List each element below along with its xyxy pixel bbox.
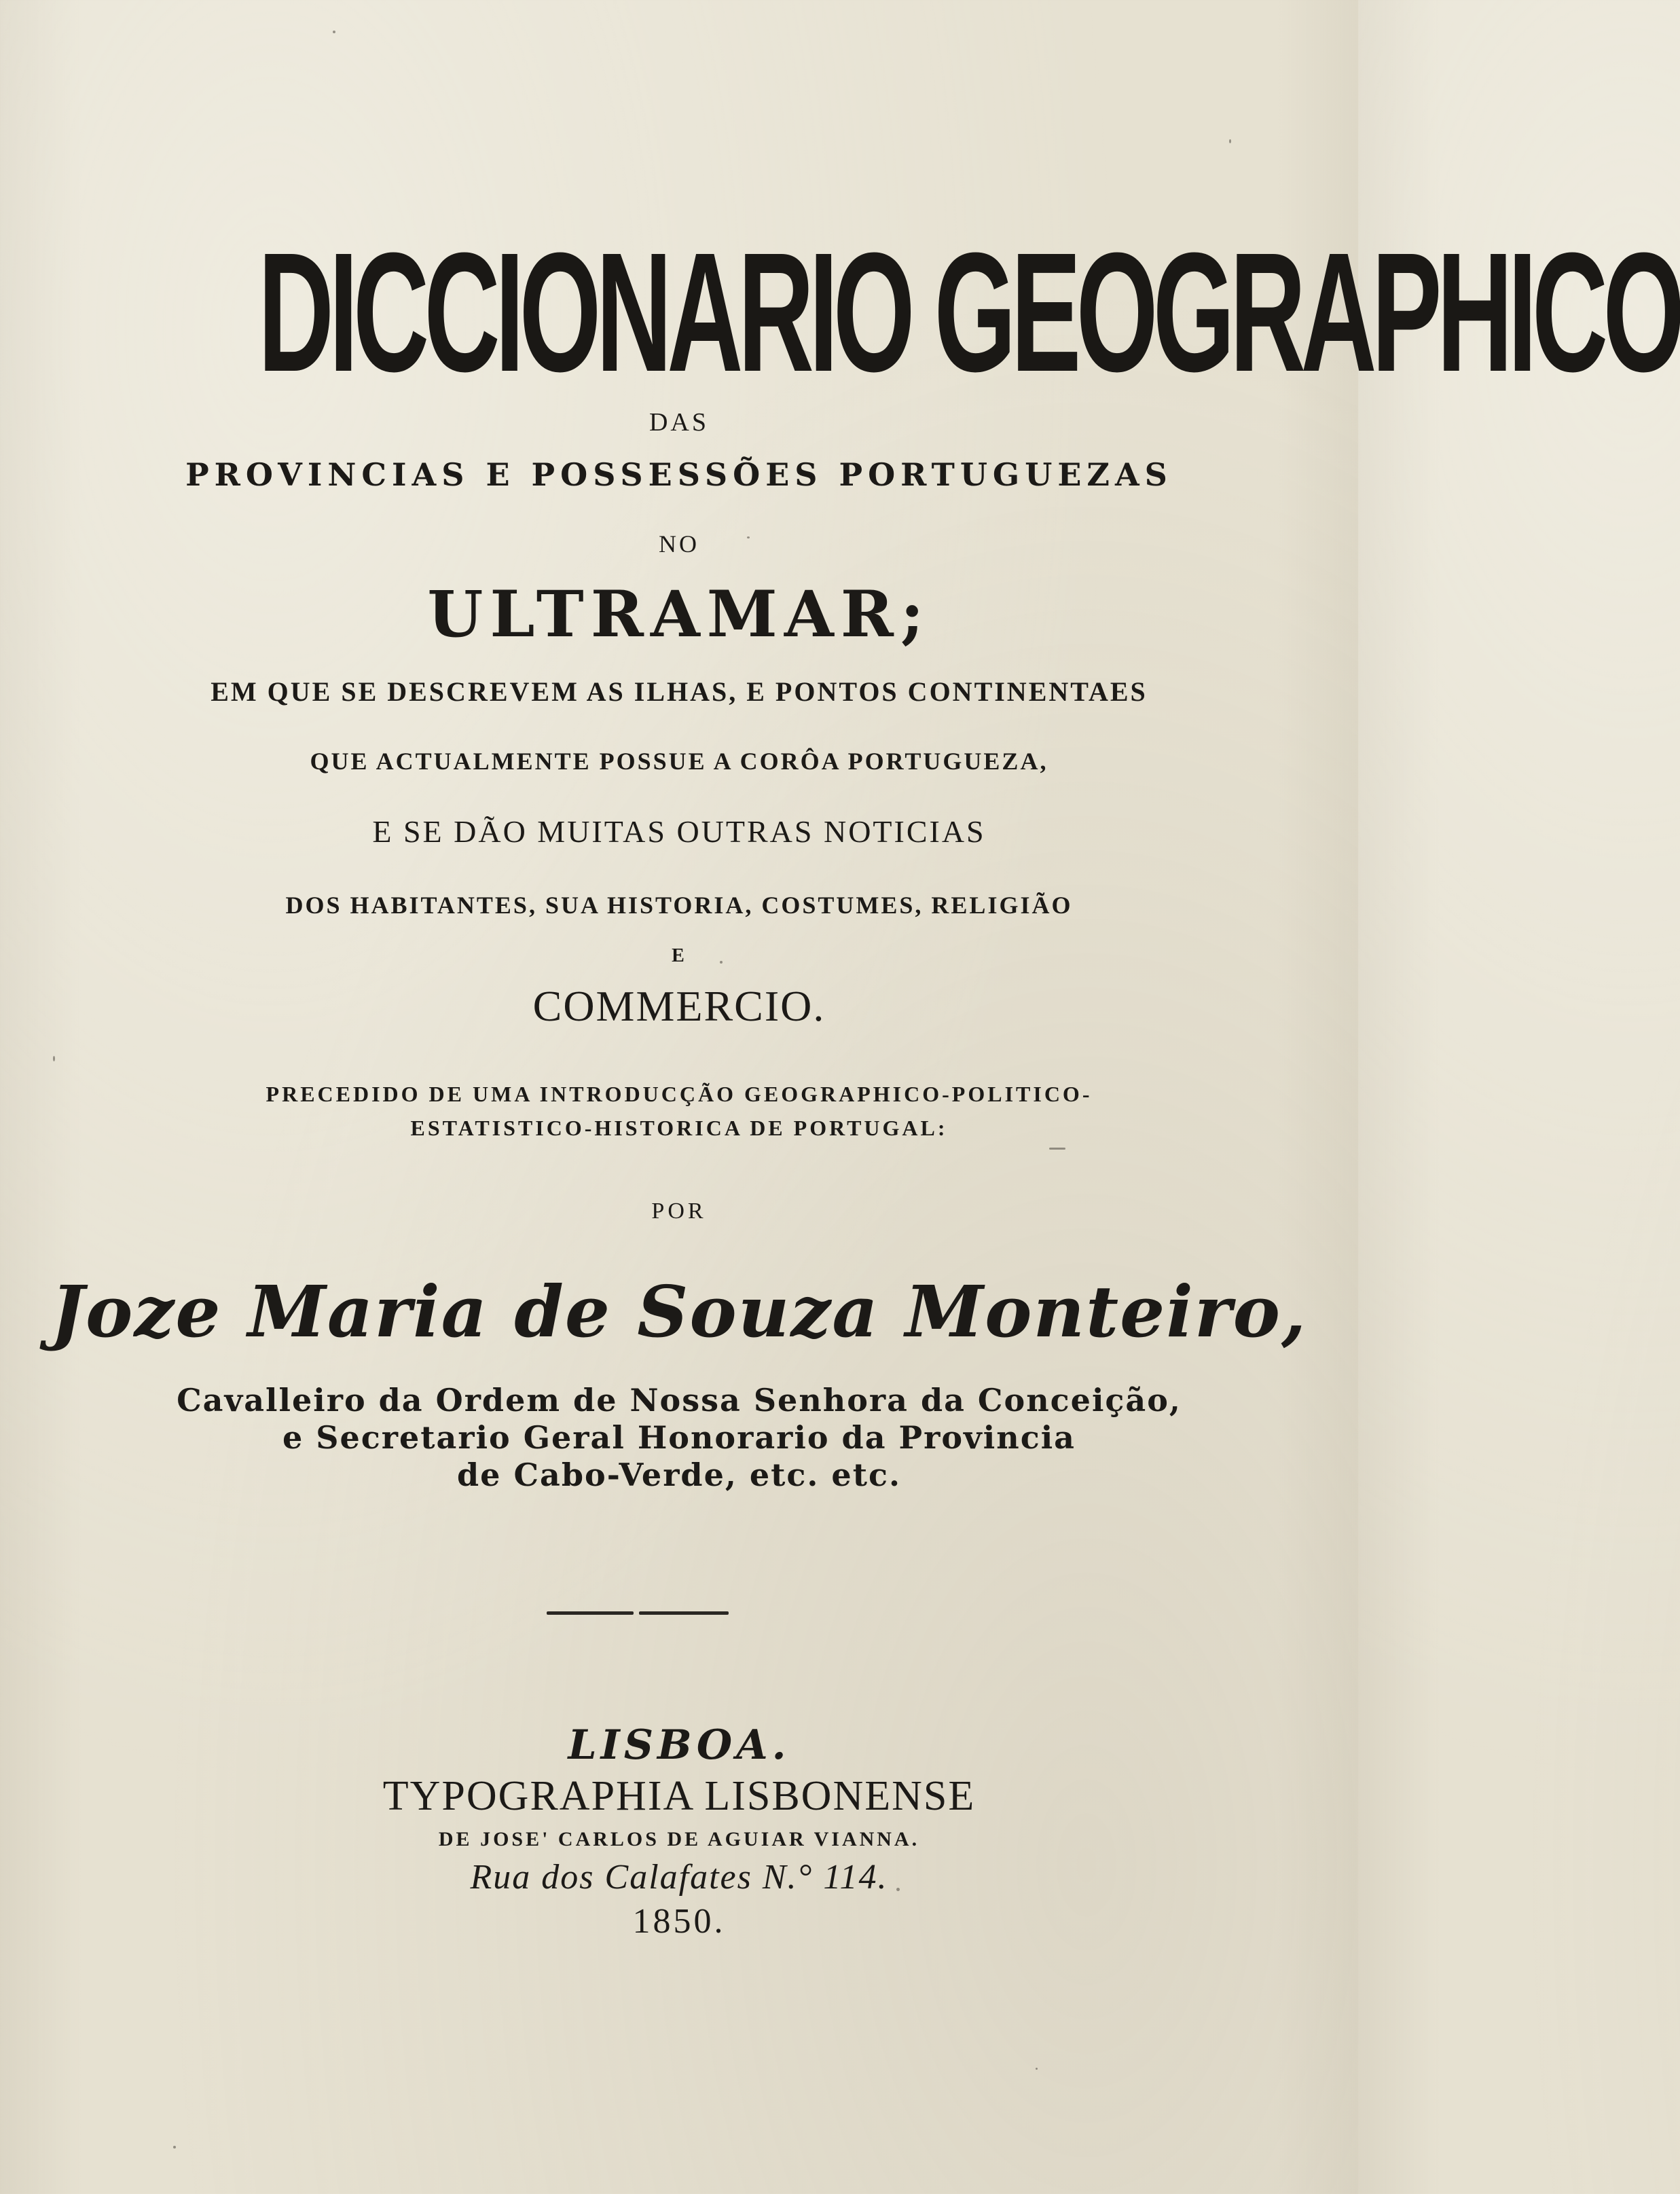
subtitle-no: NO [659, 530, 699, 557]
paper-speck [1049, 1148, 1065, 1150]
subtitle-das: DAS [649, 408, 710, 437]
paper-speck [53, 1056, 55, 1061]
imprint-address: Rua dos Calafates N.° 114. [470, 1858, 888, 1897]
imprint-city: LISBOA. [568, 1721, 790, 1769]
author-name: Joze Maria de Souza Monteiro, [50, 1270, 1308, 1353]
subtitle-provincias: PROVINCIAS E POSSESSÕES PORTUGUEZAS [185, 456, 1173, 493]
paper-speck [173, 2146, 176, 2149]
paper-speck [896, 1888, 900, 1891]
paper-speck [1229, 139, 1231, 143]
description-line-1: EM QUE SE DESCREVEM AS ILHAS, E PONTOS CONTINENTAES [211, 676, 1148, 707]
description-line-3: E SE DÃO MUITAS OUTRAS NOTICIAS [372, 814, 986, 849]
author-title-line-3: de Cabo-Verde, etc. etc. [457, 1457, 901, 1493]
by-label: POR [651, 1199, 707, 1224]
ornamental-divider [547, 1611, 729, 1617]
preceded-line-2: ESTATISTICO-HISTORICA DE PORTUGAL: [410, 1116, 948, 1140]
description-line-5: E [672, 945, 687, 966]
divider-rule-left [547, 1611, 634, 1615]
imprint-press: TYPOGRAPHIA LISBONENSE [382, 1773, 976, 1819]
paper-speck [1036, 2068, 1038, 2070]
author-title-line-2: e Secretario Geral Honorario da Provincia [282, 1419, 1076, 1456]
paper-speck [333, 31, 335, 33]
description-line-2: QUE ACTUALMENTE POSSUE A CORÔA PORTUGUEZA, [310, 748, 1048, 775]
imprint-printer: DE JOSE' CARLOS DE AGUIAR VIANNA. [438, 1828, 920, 1850]
divider-rule-right [639, 1611, 729, 1615]
description-line-6: COMMERCIO. [532, 982, 826, 1030]
description-line-4: DOS HABITANTES, SUA HISTORIA, COSTUMES, RELIGIÃO [285, 892, 1073, 919]
paper-speck [747, 536, 750, 538]
imprint-year: 1850. [632, 1902, 726, 1941]
preceded-line-1: PRECEDIDO DE UMA INTRODUCÇÃO GEOGRAPHICO-POLITICO- [266, 1082, 1093, 1106]
author-title-line-1: Cavalleiro da Ordem de Nossa Senhora da Conceição, [177, 1382, 1182, 1419]
paper-speck [720, 961, 723, 964]
subtitle-ultramar: ULTRAMAR; [427, 577, 931, 652]
book-title: DICCIONARIO GEOGRAPHICO [258, 217, 1680, 407]
